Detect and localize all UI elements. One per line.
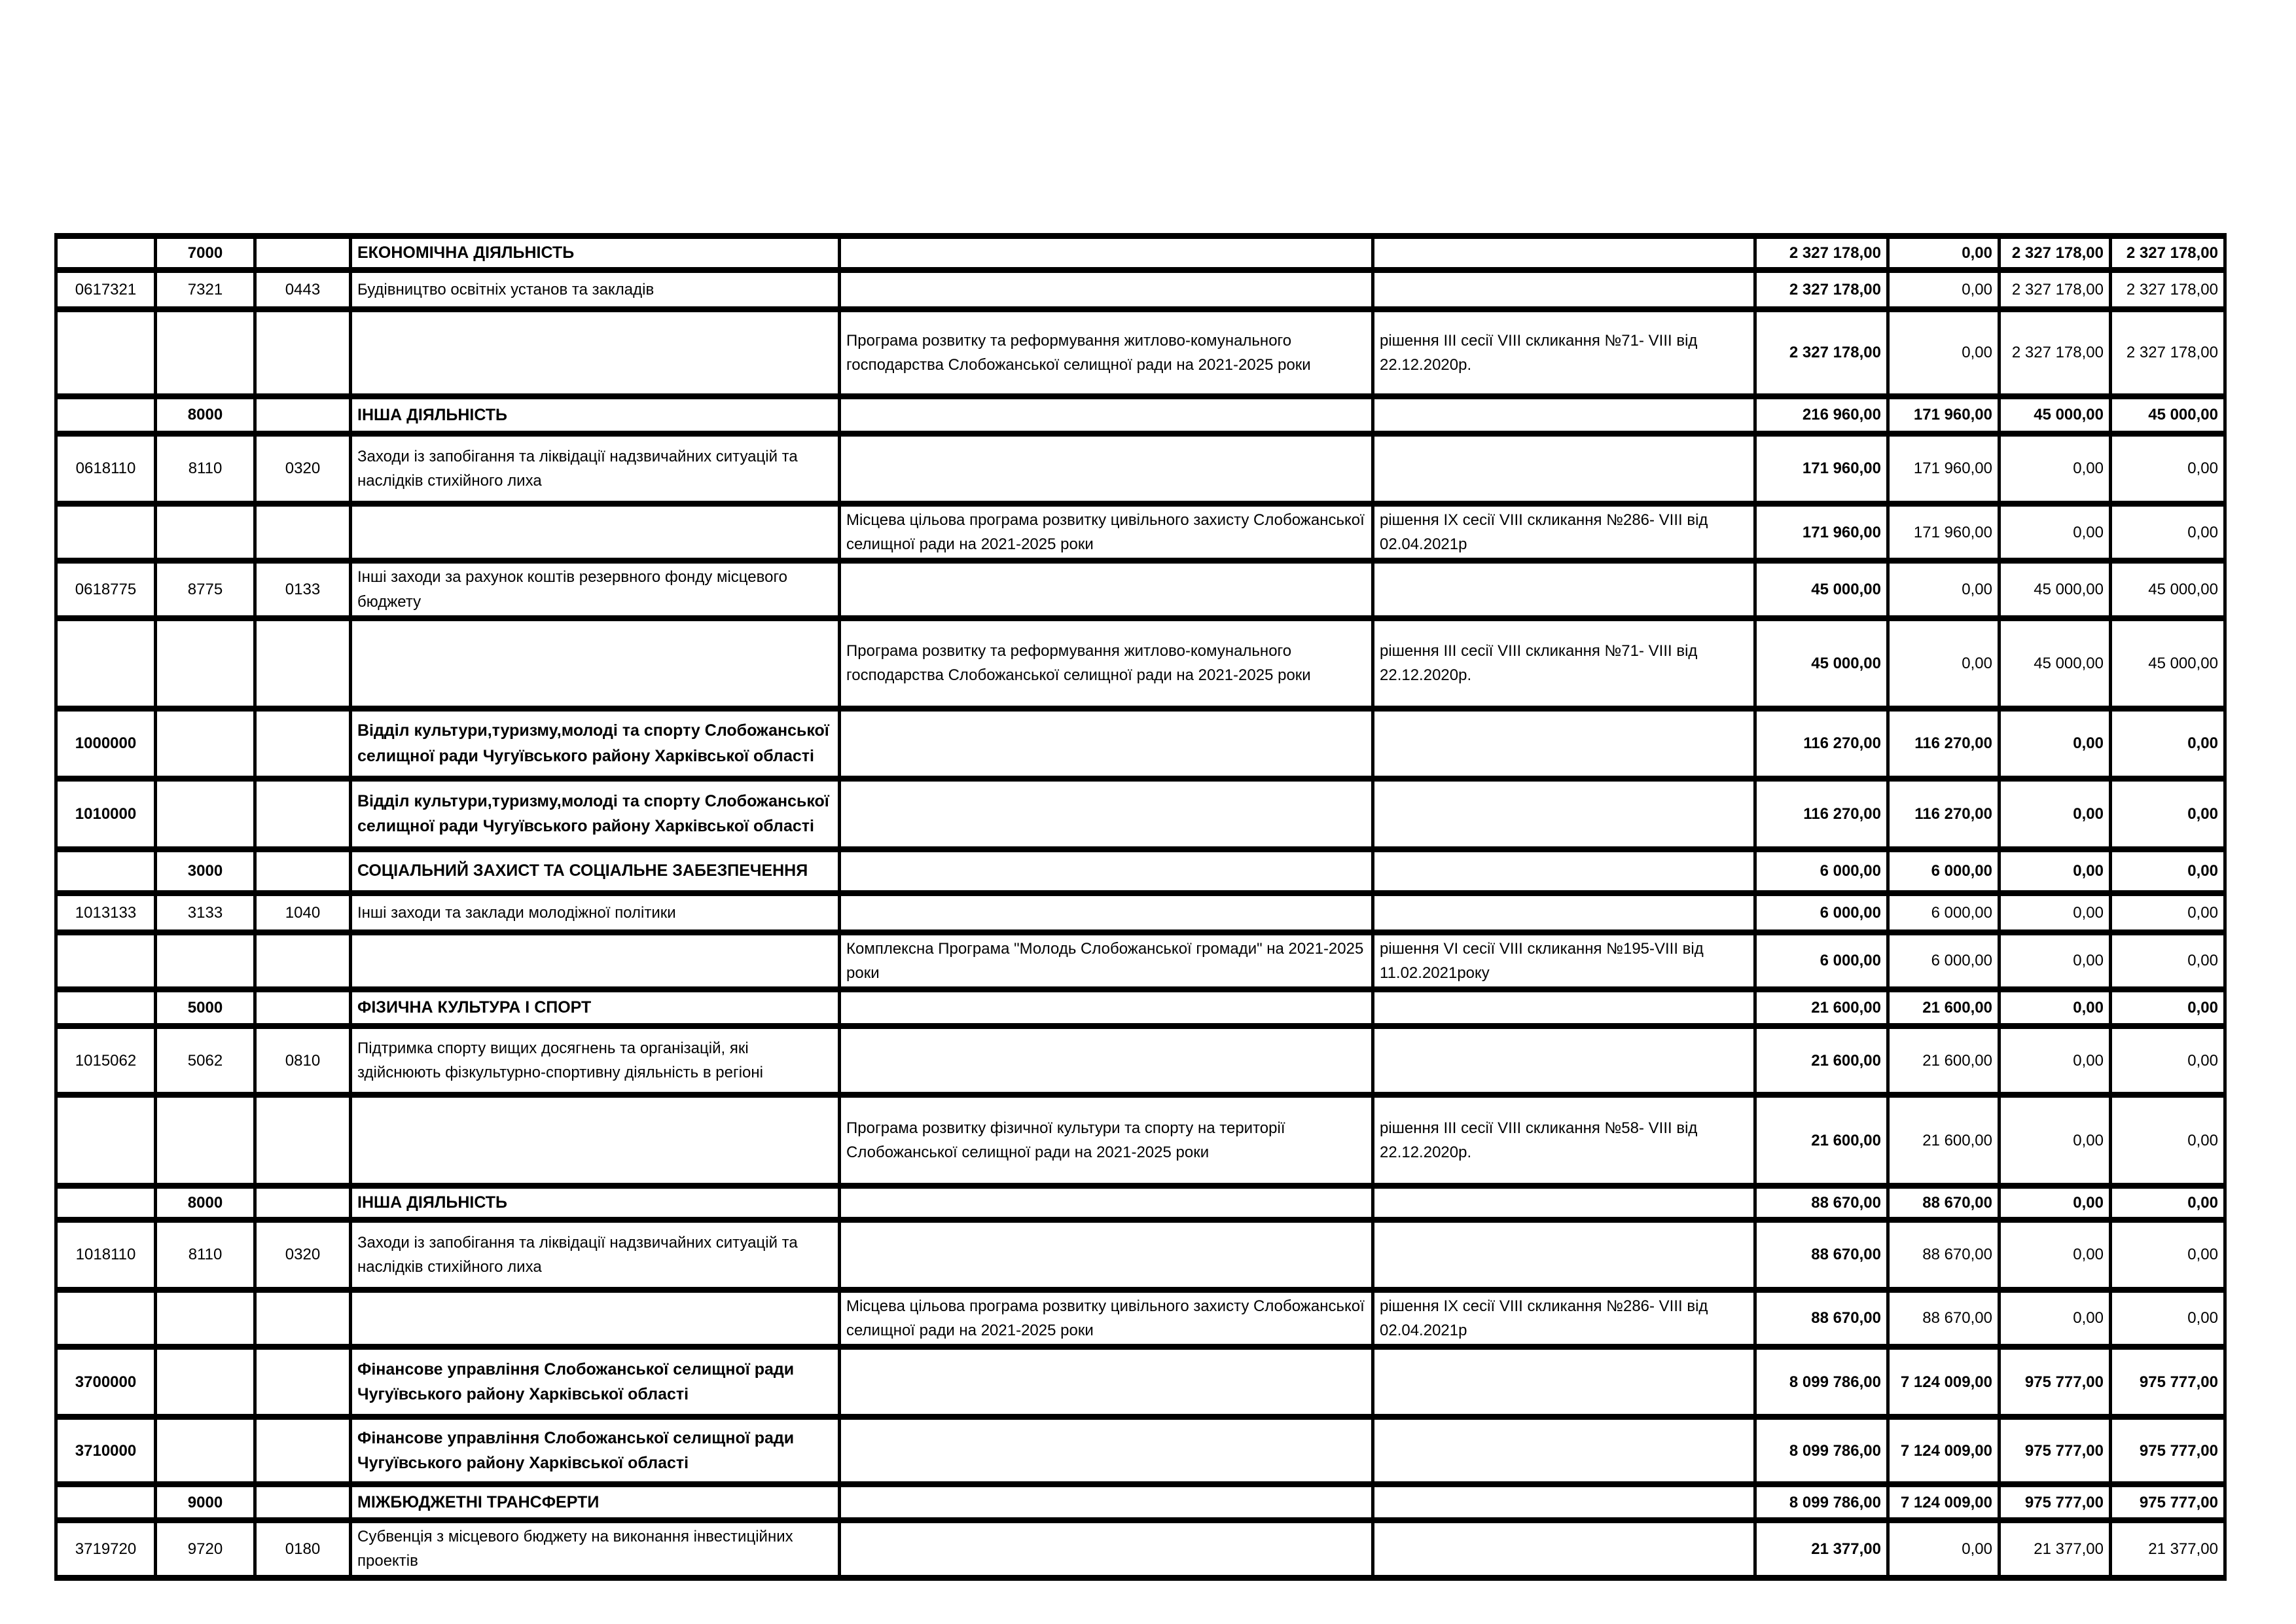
cell-amount-3: 45 000,00 — [2000, 561, 2111, 618]
cell-code-typology: 9000 — [156, 1485, 255, 1521]
cell-program — [840, 236, 1373, 270]
cell-code-functional — [255, 1290, 351, 1346]
cell-decision — [1373, 1026, 1755, 1095]
cell-code-functional — [255, 618, 351, 708]
cell-amount-2: 116 270,00 — [1888, 778, 2000, 849]
table-row — [56, 849, 2225, 893]
cell-amount-4: 0,00 — [2111, 708, 2225, 778]
cell-amount-1: 88 670,00 — [1755, 1219, 1888, 1290]
table-row — [56, 270, 2225, 310]
cell-amount-3: 0,00 — [2000, 1186, 2111, 1220]
cell-name: Фінансове управління Слобожанської селищної ради Чугуївського району Харківської області — [351, 1417, 840, 1485]
table-row — [56, 618, 2225, 708]
cell-amount-2: 6 000,00 — [1888, 849, 2000, 893]
cell-amount-4: 2 327 178,00 — [2111, 310, 2225, 397]
cell-code-typology: 7000 — [156, 236, 255, 270]
cell-amount-2: 21 600,00 — [1888, 1095, 2000, 1186]
cell-code-program — [56, 1485, 156, 1521]
cell-code-functional — [255, 708, 351, 778]
cell-name: Заходи із запобігання та ліквідації надзвичайних ситуацій та наслідків стихійного лиха — [351, 1219, 840, 1290]
table-row — [56, 1417, 2225, 1485]
cell-code-functional: 0810 — [255, 1026, 351, 1095]
cell-code-functional — [255, 990, 351, 1026]
cell-amount-2: 171 960,00 — [1888, 434, 2000, 504]
cell-decision: рішення IX сесії VIII скликання №286- VIII від 02.04.2021р — [1373, 1290, 1755, 1346]
cell-amount-1: 116 270,00 — [1755, 708, 1888, 778]
cell-code-program — [56, 618, 156, 708]
cell-name: ФІЗИЧНА КУЛЬТУРА І СПОРТ — [351, 990, 840, 1026]
cell-decision — [1373, 893, 1755, 932]
cell-decision — [1373, 434, 1755, 504]
table-row — [56, 1186, 2225, 1220]
cell-code-program — [56, 397, 156, 434]
cell-program — [840, 849, 1373, 893]
cell-amount-3: 21 377,00 — [2000, 1521, 2111, 1578]
cell-amount-1: 6 000,00 — [1755, 849, 1888, 893]
cell-amount-2: 0,00 — [1888, 310, 2000, 397]
table-row — [56, 1290, 2225, 1346]
cell-amount-3: 0,00 — [2000, 893, 2111, 932]
table-row — [56, 1026, 2225, 1095]
cell-program — [840, 1417, 1373, 1485]
cell-amount-4: 975 777,00 — [2111, 1417, 2225, 1485]
cell-amount-4: 2 327 178,00 — [2111, 236, 2225, 270]
cell-code-program: 0618775 — [56, 561, 156, 618]
cell-name: ЕКОНОМІЧНА ДІЯЛЬНІСТЬ — [351, 236, 840, 270]
cell-program — [840, 434, 1373, 504]
cell-name: Субвенція з місцевого бюджету на виконання інвестиційних проектів — [351, 1521, 840, 1578]
cell-name — [351, 504, 840, 561]
cell-amount-3: 0,00 — [2000, 1026, 2111, 1095]
cell-code-functional: 0180 — [255, 1521, 351, 1578]
cell-name — [351, 932, 840, 989]
cell-name: Відділ культури,туризму,молоді та спорту Слобожанської селищної ради Чугуївського району Харківської області — [351, 778, 840, 849]
cell-amount-3: 0,00 — [2000, 778, 2111, 849]
cell-code-program: 3700000 — [56, 1347, 156, 1417]
cell-code-program — [56, 849, 156, 893]
cell-code-program: 3719720 — [56, 1521, 156, 1578]
cell-code-functional: 0133 — [255, 561, 351, 618]
cell-amount-3: 0,00 — [2000, 1095, 2111, 1186]
table-row — [56, 310, 2225, 397]
cell-amount-1: 8 099 786,00 — [1755, 1417, 1888, 1485]
cell-program: Комплексна Програма "Молодь Слобожанської громади" на 2021-2025 роки — [840, 932, 1373, 989]
cell-amount-1: 6 000,00 — [1755, 932, 1888, 989]
cell-program — [840, 1347, 1373, 1417]
cell-code-program — [56, 1290, 156, 1346]
cell-code-functional — [255, 849, 351, 893]
cell-code-functional — [255, 397, 351, 434]
cell-program: Програма розвитку та реформування житлово-комунального господарства Слобожанської селищної ради на 2021-2025 роки — [840, 310, 1373, 397]
cell-decision — [1373, 236, 1755, 270]
table-row — [56, 893, 2225, 932]
table-row — [56, 434, 2225, 504]
cell-code-typology — [156, 310, 255, 397]
cell-code-typology — [156, 1290, 255, 1346]
cell-code-typology: 3133 — [156, 893, 255, 932]
cell-code-typology — [156, 778, 255, 849]
cell-decision — [1373, 778, 1755, 849]
cell-amount-4: 0,00 — [2111, 1290, 2225, 1346]
cell-amount-3: 975 777,00 — [2000, 1417, 2111, 1485]
cell-name — [351, 618, 840, 708]
cell-code-program — [56, 504, 156, 561]
cell-code-program — [56, 1095, 156, 1186]
cell-amount-2: 21 600,00 — [1888, 990, 2000, 1026]
cell-name — [351, 1290, 840, 1346]
cell-amount-1: 171 960,00 — [1755, 434, 1888, 504]
cell-code-program — [56, 310, 156, 397]
cell-decision: рішення III сесії VIII скликання №58- VIII від 22.12.2020р. — [1373, 1095, 1755, 1186]
cell-code-functional: 0320 — [255, 1219, 351, 1290]
cell-program — [840, 561, 1373, 618]
cell-code-typology — [156, 708, 255, 778]
cell-code-typology — [156, 1417, 255, 1485]
table-row — [56, 397, 2225, 434]
cell-code-functional — [255, 1417, 351, 1485]
cell-amount-3: 0,00 — [2000, 932, 2111, 989]
cell-code-typology: 8775 — [156, 561, 255, 618]
cell-amount-1: 21 377,00 — [1755, 1521, 1888, 1578]
cell-amount-2: 171 960,00 — [1888, 397, 2000, 434]
cell-amount-2: 6 000,00 — [1888, 932, 2000, 989]
cell-amount-2: 0,00 — [1888, 236, 2000, 270]
table-row — [56, 236, 2225, 270]
cell-name: Відділ культури,туризму,молоді та спорту Слобожанської селищної ради Чугуївського району Харківської області — [351, 708, 840, 778]
cell-code-functional — [255, 504, 351, 561]
cell-amount-2: 0,00 — [1888, 1521, 2000, 1578]
cell-decision — [1373, 397, 1755, 434]
cell-amount-4: 0,00 — [2111, 1095, 2225, 1186]
cell-amount-4: 0,00 — [2111, 1186, 2225, 1220]
cell-program — [840, 1186, 1373, 1220]
cell-amount-4: 0,00 — [2111, 434, 2225, 504]
cell-amount-4: 0,00 — [2111, 849, 2225, 893]
cell-program: Місцева цільова програма розвитку цивільного захисту Слобожанської селищної ради на 2021-2025 роки — [840, 504, 1373, 561]
cell-code-typology — [156, 504, 255, 561]
cell-program: Програма розвитку та реформування житлово-комунального господарства Слобожанської селищної ради на 2021-2025 роки — [840, 618, 1373, 708]
cell-amount-1: 6 000,00 — [1755, 893, 1888, 932]
cell-amount-2: 116 270,00 — [1888, 708, 2000, 778]
cell-decision — [1373, 1186, 1755, 1220]
cell-decision — [1373, 270, 1755, 310]
cell-amount-1: 21 600,00 — [1755, 990, 1888, 1026]
cell-name: СОЦІАЛЬНИЙ ЗАХИСТ ТА СОЦІАЛЬНЕ ЗАБЕЗПЕЧЕННЯ — [351, 849, 840, 893]
cell-code-typology — [156, 618, 255, 708]
cell-program — [840, 990, 1373, 1026]
cell-amount-4: 45 000,00 — [2111, 618, 2225, 708]
cell-decision — [1373, 1417, 1755, 1485]
cell-amount-1: 45 000,00 — [1755, 618, 1888, 708]
cell-amount-4: 2 327 178,00 — [2111, 270, 2225, 310]
cell-amount-4: 975 777,00 — [2111, 1485, 2225, 1521]
cell-decision — [1373, 561, 1755, 618]
table-row — [56, 778, 2225, 849]
cell-name: Інші заходи та заклади молодіжної політики — [351, 893, 840, 932]
cell-code-program: 0617321 — [56, 270, 156, 310]
cell-name: МІЖБЮДЖЕТНІ ТРАНСФЕРТИ — [351, 1485, 840, 1521]
cell-amount-1: 216 960,00 — [1755, 397, 1888, 434]
cell-code-functional: 0443 — [255, 270, 351, 310]
table-row — [56, 1521, 2225, 1578]
cell-code-program — [56, 1186, 156, 1220]
cell-program — [840, 1485, 1373, 1521]
cell-decision — [1373, 1219, 1755, 1290]
cell-amount-3: 45 000,00 — [2000, 397, 2111, 434]
cell-amount-3: 975 777,00 — [2000, 1347, 2111, 1417]
cell-amount-1: 2 327 178,00 — [1755, 310, 1888, 397]
cell-code-program: 1000000 — [56, 708, 156, 778]
cell-amount-4: 0,00 — [2111, 932, 2225, 989]
cell-decision: рішення VI сесії VIII скликання №195-VIII від 11.02.2021року — [1373, 932, 1755, 989]
cell-amount-4: 45 000,00 — [2111, 561, 2225, 618]
cell-code-functional — [255, 1485, 351, 1521]
cell-code-typology: 3000 — [156, 849, 255, 893]
cell-name: Заходи із запобігання та ліквідації надзвичайних ситуацій та наслідків стихійного лиха — [351, 434, 840, 504]
cell-amount-3: 2 327 178,00 — [2000, 310, 2111, 397]
cell-amount-4: 0,00 — [2111, 893, 2225, 932]
cell-amount-2: 88 670,00 — [1888, 1186, 2000, 1220]
cell-amount-2: 88 670,00 — [1888, 1219, 2000, 1290]
cell-code-program: 3710000 — [56, 1417, 156, 1485]
cell-program — [840, 708, 1373, 778]
cell-name: ІНША ДІЯЛЬНІСТЬ — [351, 397, 840, 434]
cell-amount-1: 2 327 178,00 — [1755, 236, 1888, 270]
cell-code-functional: 0320 — [255, 434, 351, 504]
cell-amount-1: 88 670,00 — [1755, 1290, 1888, 1346]
cell-name: Інші заходи за рахунок коштів резервного фонду місцевого бюджету — [351, 561, 840, 618]
cell-amount-3: 2 327 178,00 — [2000, 270, 2111, 310]
cell-code-typology: 9720 — [156, 1521, 255, 1578]
cell-code-program — [56, 990, 156, 1026]
table-row — [56, 1095, 2225, 1186]
cell-amount-3: 0,00 — [2000, 849, 2111, 893]
cell-program: Місцева цільова програма розвитку цивільного захисту Слобожанської селищної ради на 2021-2025 роки — [840, 1290, 1373, 1346]
table-row — [56, 504, 2225, 561]
cell-code-typology: 5062 — [156, 1026, 255, 1095]
cell-code-functional — [255, 236, 351, 270]
cell-decision: рішення III сесії VIII скликання №71- VIII від 22.12.2020р. — [1373, 310, 1755, 397]
cell-code-typology: 5000 — [156, 990, 255, 1026]
cell-program — [840, 778, 1373, 849]
cell-program: Програма розвитку фізичної культури та спорту на території Слобожанської селищної ради на 2021-2025 роки — [840, 1095, 1373, 1186]
cell-code-typology: 8000 — [156, 1186, 255, 1220]
cell-code-typology: 8110 — [156, 434, 255, 504]
cell-amount-1: 116 270,00 — [1755, 778, 1888, 849]
cell-program — [840, 1026, 1373, 1095]
cell-decision — [1373, 990, 1755, 1026]
cell-amount-4: 0,00 — [2111, 990, 2225, 1026]
cell-amount-2: 7 124 009,00 — [1888, 1417, 2000, 1485]
cell-decision — [1373, 1485, 1755, 1521]
cell-amount-3: 0,00 — [2000, 1290, 2111, 1346]
table-row — [56, 561, 2225, 618]
table-row — [56, 1347, 2225, 1417]
cell-amount-4: 975 777,00 — [2111, 1347, 2225, 1417]
table-row — [56, 1219, 2225, 1290]
cell-code-program: 1013133 — [56, 893, 156, 932]
cell-name: Будівництво освітніх установ та закладів — [351, 270, 840, 310]
cell-decision — [1373, 1347, 1755, 1417]
cell-amount-4: 21 377,00 — [2111, 1521, 2225, 1578]
cell-name: Підтримка спорту вищих досягнень та організацій, які здійснюють фізкультурно-спортивну діяльність в регіоні — [351, 1026, 840, 1095]
cell-amount-1: 21 600,00 — [1755, 1095, 1888, 1186]
cell-code-typology — [156, 1347, 255, 1417]
cell-code-functional — [255, 1347, 351, 1417]
cell-amount-2: 21 600,00 — [1888, 1026, 2000, 1095]
cell-amount-2: 7 124 009,00 — [1888, 1347, 2000, 1417]
cell-decision — [1373, 849, 1755, 893]
cell-program — [840, 893, 1373, 932]
cell-amount-3: 45 000,00 — [2000, 618, 2111, 708]
cell-amount-1: 45 000,00 — [1755, 561, 1888, 618]
cell-code-functional — [255, 932, 351, 989]
cell-program — [840, 1521, 1373, 1578]
cell-amount-2: 171 960,00 — [1888, 504, 2000, 561]
cell-name: Фінансове управління Слобожанської селищної ради Чугуївського району Харківської області — [351, 1347, 840, 1417]
table-row — [56, 990, 2225, 1026]
cell-code-program — [56, 932, 156, 989]
cell-amount-1: 21 600,00 — [1755, 1026, 1888, 1095]
cell-amount-1: 88 670,00 — [1755, 1186, 1888, 1220]
cell-amount-1: 8 099 786,00 — [1755, 1485, 1888, 1521]
cell-code-typology — [156, 932, 255, 989]
cell-code-functional: 1040 — [255, 893, 351, 932]
cell-amount-1: 8 099 786,00 — [1755, 1347, 1888, 1417]
cell-amount-3: 0,00 — [2000, 1219, 2111, 1290]
cell-amount-2: 6 000,00 — [1888, 893, 2000, 932]
cell-program — [840, 1219, 1373, 1290]
table-row — [56, 708, 2225, 778]
cell-amount-3: 975 777,00 — [2000, 1485, 2111, 1521]
cell-amount-2: 88 670,00 — [1888, 1290, 2000, 1346]
cell-amount-2: 0,00 — [1888, 561, 2000, 618]
budget-table-body — [56, 236, 2225, 1578]
cell-code-typology — [156, 1095, 255, 1186]
cell-amount-3: 0,00 — [2000, 990, 2111, 1026]
cell-code-typology: 8000 — [156, 397, 255, 434]
table-row — [56, 1485, 2225, 1521]
cell-code-program — [56, 236, 156, 270]
cell-decision: рішення IX сесії VIII скликання №286- VIII від 02.04.2021р — [1373, 504, 1755, 561]
cell-amount-4: 0,00 — [2111, 1026, 2225, 1095]
cell-code-program: 1018110 — [56, 1219, 156, 1290]
cell-code-functional — [255, 1186, 351, 1220]
cell-decision — [1373, 708, 1755, 778]
cell-amount-2: 7 124 009,00 — [1888, 1485, 2000, 1521]
budget-table — [54, 233, 2227, 1581]
cell-name — [351, 1095, 840, 1186]
cell-program — [840, 397, 1373, 434]
cell-decision — [1373, 1521, 1755, 1578]
cell-amount-1: 171 960,00 — [1755, 504, 1888, 561]
cell-amount-3: 0,00 — [2000, 504, 2111, 561]
cell-code-program: 1010000 — [56, 778, 156, 849]
cell-code-typology: 7321 — [156, 270, 255, 310]
cell-amount-3: 0,00 — [2000, 434, 2111, 504]
cell-amount-4: 0,00 — [2111, 1219, 2225, 1290]
cell-code-typology: 8110 — [156, 1219, 255, 1290]
cell-decision: рішення III сесії VIII скликання №71- VIII від 22.12.2020р. — [1373, 618, 1755, 708]
cell-program — [840, 270, 1373, 310]
cell-code-program: 1015062 — [56, 1026, 156, 1095]
cell-amount-4: 45 000,00 — [2111, 397, 2225, 434]
cell-name — [351, 310, 840, 397]
cell-code-functional — [255, 310, 351, 397]
cell-code-functional — [255, 778, 351, 849]
cell-amount-3: 0,00 — [2000, 708, 2111, 778]
table-row — [56, 932, 2225, 989]
cell-amount-2: 0,00 — [1888, 618, 2000, 708]
cell-amount-1: 2 327 178,00 — [1755, 270, 1888, 310]
cell-name: ІНША ДІЯЛЬНІСТЬ — [351, 1186, 840, 1220]
cell-code-program: 0618110 — [56, 434, 156, 504]
cell-amount-4: 0,00 — [2111, 778, 2225, 849]
cell-code-functional — [255, 1095, 351, 1186]
cell-amount-2: 0,00 — [1888, 270, 2000, 310]
cell-amount-3: 2 327 178,00 — [2000, 236, 2111, 270]
cell-amount-4: 0,00 — [2111, 504, 2225, 561]
